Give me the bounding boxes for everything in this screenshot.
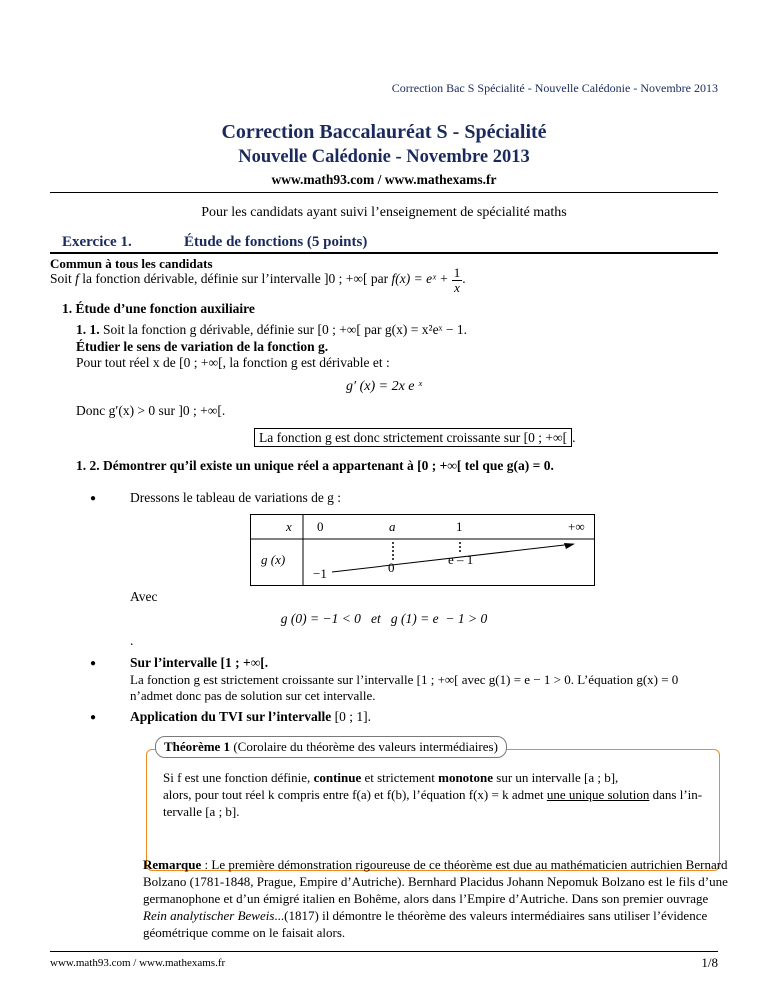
theorem-line3: tervalle [a ; b]. [163,804,240,819]
fraction: $\frac{1}{x}$ [453,265,461,295]
question-1-1: 1. 1. Soit la fonction g dérivable, définie sur [0 ; +∞[ par g(x) = x²eˣ − 1. [76,322,467,337]
remark-line4: Rein analytischer Beweis...(1817) il démontre le théorème des valeurs intermédiaires sans utiliser l’évidence [143,908,708,923]
g-value-zero: 0 [388,560,395,575]
remark-line3: germanophone et d’un émigré italien en Bohême, alors dans l’Empire d’Autriche. Dans son premier ouvrage [143,891,709,906]
question-1-2: 1. 2. Démontrer qu’il existe un unique réel a appartenant à [0 ; +∞[ tel que g(a) = 0. [76,458,554,473]
remark-line1: Remarque : Le première démonstration rigoureuse de ce théorème est due au mathématicien autrichien Bernard [143,857,728,872]
footer-rule [50,951,718,952]
remark-line2: Bolzano (1781-1848, Prague, Empire d’Autriche). Bernhard Placidus Johann Nepomuk Bolzano est le fils d’une [143,874,728,889]
common-heading: Commun à tous les candidats [50,256,213,271]
derivability-line: Pour tout réel x de [0 ; +∞[, la fonction g est dérivable et : [76,355,390,370]
intro-line: Pour les candidats ayant suivi l’enseignement de spécialité maths [201,205,567,220]
derivative-formula: g′ (x) = 2x e ˣ [346,379,422,394]
table-intro: Dressons le tableau de variations de g : [130,490,342,505]
row-label-x: x [286,519,292,534]
bullet-dot: ● [90,712,97,723]
footer-website: www.math93.com / www.mathexams.fr [50,957,226,969]
g-value-e-minus-1: e – 1 [448,552,474,567]
page-number: 1/8 [701,955,718,970]
remark-line5: géométrique comme on le faisait alors. [143,925,346,940]
exercise-title: Étude de fonctions (5 points) [184,234,368,250]
theorem-line1: Si f est une fonction définie, continue et strictement monotone sur un intervalle [a ; b], [163,770,619,785]
donc-line: Donc g′(x) > 0 sur ]0 ; +∞[. [76,403,226,418]
conclusion-box: La fonction g est donc strictement croissante sur [0 ; +∞[ [254,428,572,447]
exercise-number: Exercice 1. [62,234,132,250]
part1-heading: 1. Étude d’une fonction auxiliaire [62,301,255,316]
document-title: Correction Baccalauréat S - Spécialité [221,121,547,143]
avec-label: Avec [130,589,158,604]
avec-dot: . [130,633,134,648]
bullet2-line2: n’admet donc pas de solution sur cet intervalle. [130,688,376,703]
theorem-title: Théorème 1 (Corolaire du théorème des valeurs intermédiaires) [155,736,507,758]
theorem-line2: alors, pour tout réel k compris entre f(a) et f(b), l’équation f(x) = k admet une unique solution dans l’in- [163,787,703,802]
increasing-arrow [332,544,573,572]
title-rule [50,192,718,193]
bullet3-line: Application du TVI sur l’intervalle [0 ; 1]. [130,709,372,724]
g-value-min: −1 [313,566,327,581]
bullet-dot: ● [90,658,97,669]
exercise-rule [50,252,718,254]
arrow-head [564,543,575,549]
function-definition: Soit f la fonction dérivable, définie sur l’intervalle ]0 ; +∞[ par f(x) = eˣ + $\frac{1}{x}$ . [50,265,466,295]
conclusion: La fonction g est donc strictement croissante sur [0 ; +∞[ . [254,430,576,447]
bullet-dot: ● [90,493,97,504]
document-subtitle: Nouvelle Calédonie - Novembre 2013 [238,147,530,167]
x-value-infinity: +∞ [568,519,585,534]
x-value-0: 0 [317,519,324,534]
variation-table [250,514,595,586]
bullet2-title: Sur l’intervalle [1 ; +∞[. [130,655,269,670]
x-value-a: a [389,519,396,534]
running-header: Correction Bac S Spécialité - Nouvelle Calédonie - Novembre 2013 [391,81,718,95]
table-border [251,515,595,586]
question-1-1-task: Étudier le sens de variation de la fonction g. [76,339,329,354]
x-value-1: 1 [456,519,463,534]
row-label-gx: g (x) [261,552,286,567]
bullet2-line1: La fonction g est strictement croissante sur l’intervalle [1 ; +∞[ avec g(1) = e − 1 > 0. L’équation g(x) = 0 [130,672,679,687]
avec-formula: g (0) = −1 < 0 et g (1) = e − 1 > 0 [280,611,488,626]
document-website: www.math93.com / www.mathexams.fr [271,172,497,187]
